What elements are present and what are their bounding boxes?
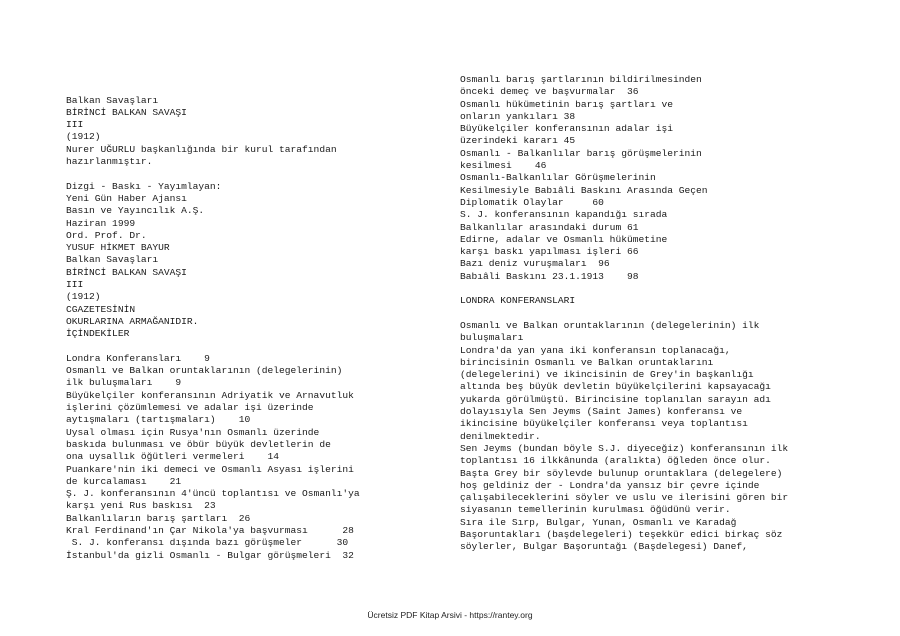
text-line: karşı baskı yapılması işleri 66	[460, 246, 639, 258]
text-line: ona uysallık öğütleri vermeleri 14	[66, 451, 280, 463]
text-line: Osmanlı ve Balkan oruntaklarının (delegelerinin)	[66, 365, 343, 377]
text-line: (1912)	[66, 131, 101, 143]
text-line: Haziran 1999	[66, 217, 136, 229]
text-line: kesilmesi 46	[460, 160, 547, 172]
text-line: Kral Ferdinand'ın Çar Nikola'ya başvurması 28	[66, 524, 354, 536]
text-line: Osmanlı hükümetinin barış şartları ve	[460, 98, 674, 110]
text-line	[460, 283, 840, 295]
text-line	[66, 82, 401, 94]
text-line: Başoruntakları (başdelegeleri) teşekkür edici birkaç söz	[460, 528, 783, 540]
text-line: Balkan Savaşları	[66, 254, 159, 266]
text-line: Osmanlı barış şartlarının bildirilmesinden	[460, 74, 702, 85]
text-line: denilmektedir.	[460, 430, 541, 442]
right-text-column	[460, 74, 840, 554]
text-line: ilk buluşmaları 9	[66, 377, 182, 389]
text-line: S. J. konferansı dışında bazı görüşmeler 30	[66, 537, 349, 549]
text-line: çalışabileceklerini söyler ve uslu ve ilerisini gören bir	[460, 492, 789, 504]
text-line: Osmanlı-Balkanlılar Görüşmelerinin	[460, 172, 656, 184]
text-line: S. J. konferansının kapandığı sırada	[460, 209, 668, 221]
text-line: Dizgi - Baskı - Yayımlayan:	[66, 180, 222, 192]
text-line: Nurer UĞURLU başkanlığında bir kurul tarafından	[66, 143, 337, 155]
text-line	[460, 308, 840, 320]
text-line: Ş. J. konferansının 4'üncü toplantısı ve Osmanlı'ya	[66, 488, 360, 500]
text-line: baskıda bulunması ve öbür büyük devletlerin de	[66, 438, 331, 450]
text-line: yukarda görülmüştü. Birincisine toplanılan sarayın adı	[460, 393, 771, 405]
text-line: BİRİNCİ BALKAN SAVAŞI	[66, 266, 187, 278]
text-line: önceki demeç ve başvurmalar 36	[460, 86, 639, 98]
text-line: Basın ve Yayıncılık A.Ş.	[66, 205, 205, 217]
text-line: CGAZETESİNİN	[66, 303, 136, 315]
text-line: hoş geldiniz der - Londra'da yansız bir çevre içinde	[460, 479, 760, 491]
text-line: birincisinin Osmanlı ve Balkan oruntaklarını	[460, 356, 714, 368]
text-line: hazırlanmıştır.	[66, 156, 153, 168]
text-line: karşı yeni Rus baskısı 23	[66, 500, 216, 512]
text-line: Büyükelçiler konferansının Adriyatik ve Arnavutluk	[66, 389, 354, 401]
text-line: İstanbul'da gizli Osmanlı - Bulgar görüşmeleri 32	[66, 549, 354, 561]
text-line: buluşmaları	[460, 332, 524, 344]
text-line: Sıra ile Sırp, Bulgar, Yunan, Osmanlı ve Karadağ	[460, 516, 737, 528]
text-line: Balkanlılar arasındaki durum 61	[460, 221, 639, 233]
text-line: onların yankıları 38	[460, 110, 576, 122]
text-line: III	[66, 279, 84, 291]
text-line: YUSUF HİKMET BAYUR	[66, 242, 170, 254]
text-line: altında beş büyük devletin büyükelçilerini kapsayacağı	[460, 381, 771, 393]
text-line: Kesilmesiyle Babıâli Baskını Arasında Geçen	[460, 184, 708, 196]
text-line	[66, 341, 401, 353]
text-line: Ord. Prof. Dr.	[66, 229, 147, 241]
text-line: İÇİNDEKİLER	[66, 328, 130, 340]
text-line: dolayısıyla Sen Jeyms (Saint James) konferansı ve	[460, 406, 743, 418]
text-line: Edirne, adalar ve Osmanlı hükümetine	[460, 233, 668, 245]
text-line	[66, 70, 401, 82]
text-line: Diplomatik Olaylar 60	[460, 196, 604, 208]
text-line: üzerindeki kararı 45	[460, 135, 576, 147]
text-line: Balkan Savaşları	[66, 94, 159, 106]
text-line: Yeni Gün Haber Ajansı	[66, 192, 187, 204]
page-footer: Ücretsiz PDF Kitap Arsivi - https://rantey.org	[367, 610, 533, 620]
text-line: OKURLARINA ARMAĞANIDIR.	[66, 315, 199, 327]
text-line: Osmanlı ve Balkan oruntaklarının (delegelerinin) ilk	[460, 319, 760, 331]
text-line: Londra Konferansları 9	[66, 352, 210, 364]
text-line: Büyükelçiler konferansının adalar işi	[460, 123, 674, 135]
text-line: Babıâli Baskını 23.1.1913 98	[460, 270, 639, 282]
text-line: BİRİNCİ BALKAN SAVAŞI	[66, 106, 187, 118]
text-line: işlerini çözümlemesi ve adalar işi üzerinde	[66, 402, 314, 414]
text-line: aytışmaları (tartışmaları) 10	[66, 414, 251, 426]
text-line: Sen Jeyms (bundan böyle S.J. diyeceğiz) konferansının ilk	[460, 442, 789, 454]
text-line: toplantısı 16 ilkkânunda (aralıkta) öğleden önce olur.	[460, 455, 771, 467]
text-line	[66, 168, 401, 180]
text-line: de kurcalaması 21	[66, 475, 182, 487]
left-text-column	[66, 70, 401, 562]
text-line: Puankare'nin iki demeci ve Osmanlı Asyası işlerini	[66, 463, 354, 475]
text-line: Osmanlı - Balkanlılar barış görüşmelerinin	[460, 147, 702, 159]
text-line: Balkanlıların barış şartları 26	[66, 512, 251, 524]
text-line: Başta Grey bir söylevde bulunup oruntaklara (delegelere)	[460, 467, 783, 479]
text-line: (delegelerini) ve ikincisinin de Grey'in başkanlığı	[460, 369, 754, 381]
text-line: (1912)	[66, 291, 101, 303]
text-line: siyasanın temellerinin kurulması öğüdünü verir.	[460, 504, 731, 516]
text-line: LONDRA KONFERANSLARI	[460, 295, 576, 307]
text-line: Uysal olması için Rusya'nın Osmanlı üzerinde	[66, 426, 320, 438]
text-line: söylerler, Bulgar Başoruntağı (Başdelegesi) Danef,	[460, 541, 748, 553]
text-line: ikincisine büyükelçiler konferansı veya toplantısı	[460, 418, 748, 430]
text-line: III	[66, 119, 84, 131]
text-line: Londra'da yan yana iki konferansın toplanacağı,	[460, 344, 731, 356]
text-line: Bazı deniz vuruşmaları 96	[460, 258, 610, 270]
